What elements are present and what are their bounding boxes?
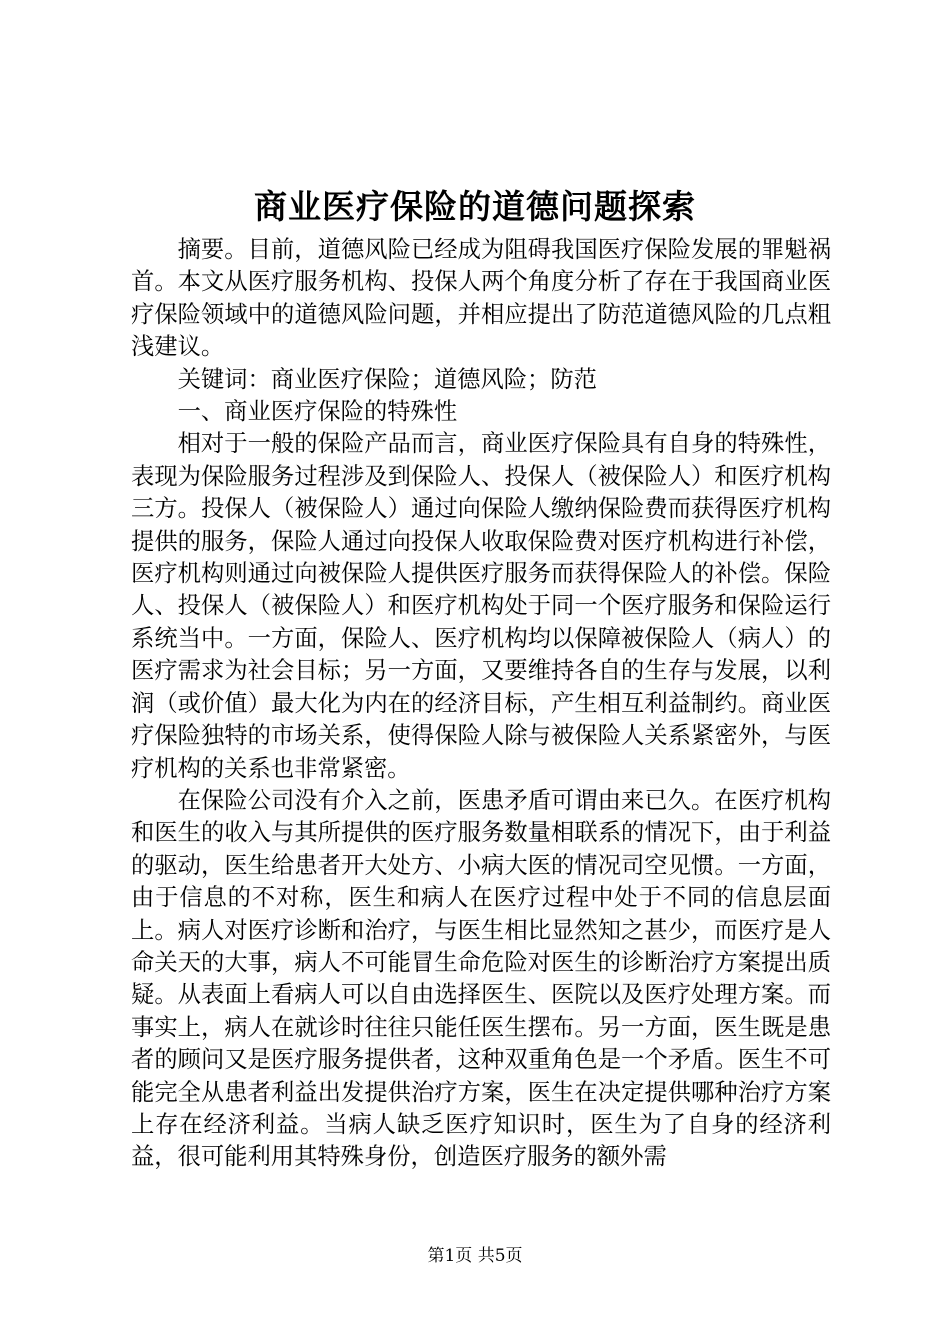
keywords-paragraph: 关键词：商业医疗保险；道德风险；防范 <box>177 365 597 393</box>
document-title: 商业医疗保险的道德问题探索 <box>254 187 696 226</box>
body-paragraph: 在保险公司没有介入之前，医患矛盾可谓由来已久。在医疗机构和医生的收入与其所提供的医疗服务数量相联系的情况下，由于利益的驱动，医生给患者开大处方、小病大医的情况司空见惯。一方面，由于信息的不对称，医生和病人在医疗过程中处于不同的信息层面上。病人对医疗诊断和治疗，与医生相比显然知之甚少，而医疗是人命关天的大事，病人不可能冒生命危险对医生的诊断治疗方案提出质疑。从表面上看病人可以自由选择医生、医院以及医疗处理方案。而事实上，病人在就诊时往往只能任医生摆布。另一方面，医生既是患者的顾问又是医疗服务提供者，这种双重角色是一个矛盾。医生不可能完全从患者利益出发提供治疗方案，医生在决定提供哪种治疗方案上存在经济利益。当病人缺乏医疗知识时，医生为了自身的经济利益，很可能利用其特殊身份，创造医疗服务的额外需 <box>131 786 831 1171</box>
document-body <box>131 234 831 1174</box>
page-footer: 第1页 共5页 <box>427 1246 523 1266</box>
abstract-paragraph: 摘要。目前，道德风险已经成为阻碍我国医疗保险发展的罪魁祸首。本文从医疗服务机构、投保人两个角度分析了存在于我国商业医疗保险领域中的道德风险问题，并相应提出了防范道德风险的几点粗浅建议。 <box>131 236 831 361</box>
body-paragraph: 相对于一般的保险产品而言，商业医疗保险具有自身的特殊性，表现为保险服务过程涉及到保险人、投保人（被保险人）和医疗机构三方。投保人（被保险人）通过向保险人缴纳保险费而获得医疗机构提供的服务，保险人通过向投保人收取保险费对医疗机构进行补偿，医疗机构则通过向被保险人提供医疗服务而获得保险人的补偿。保险人、投保人（被保险人）和医疗机构处于同一个医疗服务和保险运行系统当中。一方面，保险人、医疗机构均以保障被保险人（病人）的医疗需求为社会目标；另一方面，又要维持各自的生存与发展，以利润（或价值）最大化为内在的经济目标，产生相互利益制约。商业医疗保险独特的市场关系，使得保险人除与被保险人关系紧密外，与医疗机构的关系也非常紧密。 <box>131 430 831 782</box>
section-heading: 一、商业医疗保险的特殊性 <box>177 398 458 426</box>
